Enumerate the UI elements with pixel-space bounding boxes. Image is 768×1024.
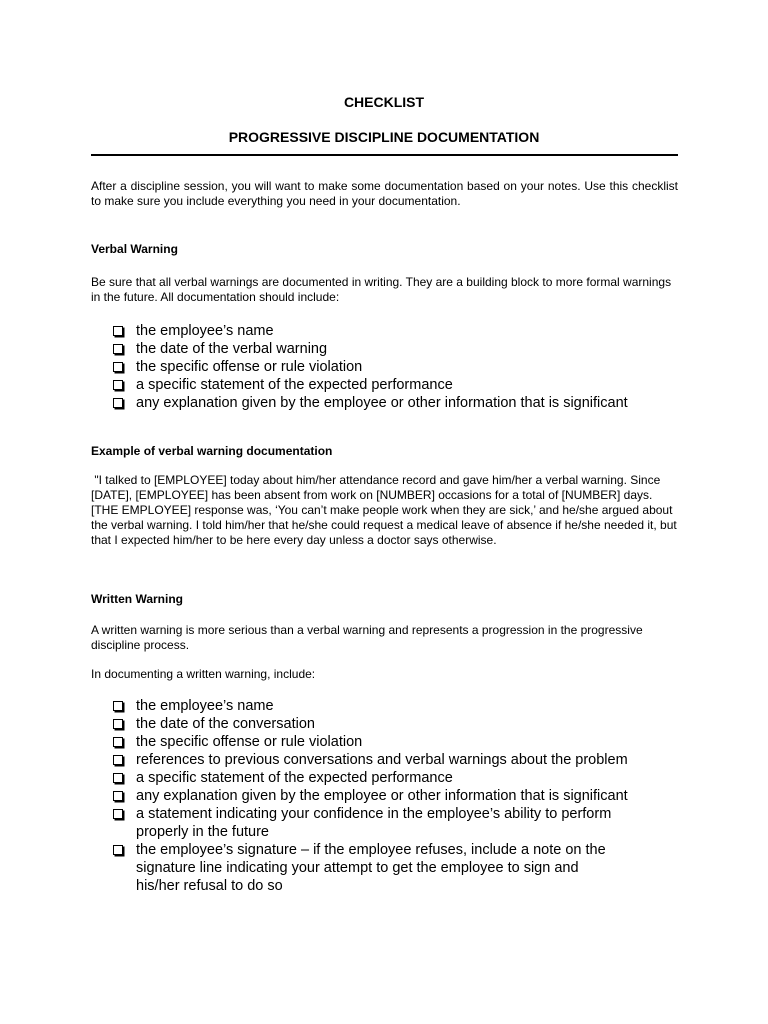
checklist-item: [111, 358, 691, 376]
checklist-item-label: the date of the conversation: [136, 716, 315, 732]
checklist-item-label: a statement indicating your confidence in the employee’s ability to perform properly in the future: [136, 806, 612, 840]
document-subtitle: PROGRESSIVE DISCIPLINE DOCUMENTATION: [228, 129, 540, 145]
checklist-item-label: any explanation given by the employee or other information that is significant: [136, 788, 628, 804]
checklist-item: [111, 733, 691, 751]
checklist-item: [111, 769, 691, 787]
written-warning-heading: Written Warning: [91, 592, 183, 606]
checklist-item: [111, 697, 691, 715]
checkbox-icon: [113, 791, 123, 801]
checkbox-icon: [113, 701, 123, 711]
checklist-item: [111, 340, 691, 358]
example-heading: Example of verbal warning documentation: [91, 444, 333, 458]
checklist-item-label: the employee’s signature – if the employee refuses, include a note on the signature line indicating your attempt to get the employee to sign and his/her refusal to do so: [136, 842, 606, 894]
checklist-item-label: any explanation given by the employee or other information that is significant: [136, 395, 628, 411]
checklist-item: [111, 787, 691, 805]
checklist-item: [111, 841, 616, 895]
verbal-warning-paragraph: Be sure that all verbal warnings are documented in writing. They are a building block to more formal warnings in the future. All documentation should include:: [91, 275, 672, 304]
checklist-item: [111, 805, 616, 841]
checklist-item-label: the specific offense or rule violation: [136, 734, 363, 750]
example-paragraph: "I talked to [EMPLOYEE] today about him/her attendance record and gave him/her a verbal warning. Since [DATE], [EMPLOYEE] has been absent from work on [NUMBER] occasions for a total of [NUMBER] days. [THE EMPLOYEE] response was, ‘You can’t make people work when they are sick,’ and he/she argued about the verbal warning. I told him/her that he/she could request a medical leave of absence if he/she needed it, but that I expected him/her to be here every day unless a doctor says otherwise.: [91, 473, 681, 547]
checkbox-icon: [113, 344, 123, 354]
checklist-item-label: a specific statement of the expected performance: [136, 770, 453, 786]
checklist-item-label: references to previous conversations and verbal warnings about the problem: [136, 752, 628, 768]
written-warning-intro: In documenting a written warning, include:: [91, 667, 316, 681]
checkbox-icon: [113, 773, 123, 783]
checklist-item: [111, 322, 691, 340]
checklist-item: [111, 394, 691, 412]
checklist-item-label: the specific offense or rule violation: [136, 359, 363, 375]
checklist-item: [111, 751, 691, 769]
checkbox-icon: [113, 809, 123, 819]
written-warning-paragraph: A written warning is more serious than a verbal warning and represents a progression in the progressive discipline process.: [91, 623, 643, 652]
written-warning-checklist: [111, 697, 691, 895]
verbal-warning-heading: Verbal Warning: [91, 242, 178, 256]
checkbox-icon: [113, 737, 123, 747]
checkbox-icon: [113, 755, 123, 765]
checklist-item-label: the employee’s name: [136, 698, 274, 714]
checkbox-icon: [113, 719, 123, 729]
checkbox-icon: [113, 398, 123, 408]
checklist-item: [111, 715, 691, 733]
intro-paragraph: After a discipline session, you will want to make some documentation based on your notes. Use this checklist to make sure you include everything you need in your documentation.: [91, 179, 678, 208]
verbal-warning-checklist: [111, 322, 691, 412]
title-divider: [91, 154, 678, 156]
checklist-item: [111, 376, 691, 394]
document-title: CHECKLIST: [343, 94, 425, 110]
checkbox-icon: [113, 326, 123, 336]
checkbox-icon: [113, 362, 123, 372]
checkbox-icon: [113, 380, 123, 390]
checklist-item-label: the date of the verbal warning: [136, 341, 328, 357]
checklist-item-label: the employee’s name: [136, 323, 274, 339]
checklist-item-label: a specific statement of the expected performance: [136, 377, 453, 393]
checkbox-icon: [113, 845, 123, 855]
